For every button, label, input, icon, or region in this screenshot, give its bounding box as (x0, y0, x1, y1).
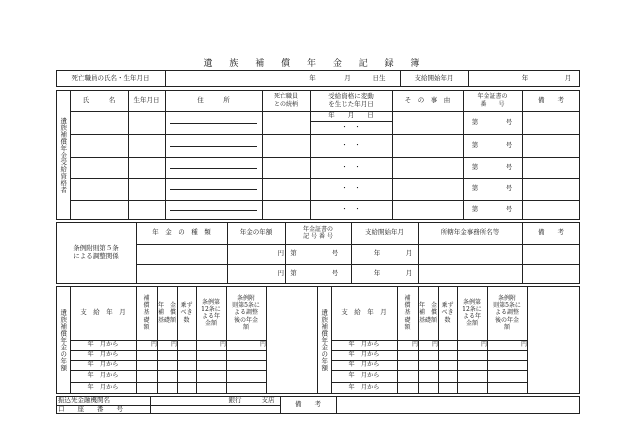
annual-right-yen-base: 円 (411, 341, 418, 349)
change-date-dots-2: ・ ・ (341, 162, 361, 171)
bank-label: 振込先金融機関名 (58, 395, 110, 404)
address-subline-1 (170, 146, 257, 147)
annual-right-side-label: 遺族補償年金の年額 (320, 308, 329, 372)
annual-left-h-pension-base: 年 金 補 償 基礎額 (157, 302, 176, 324)
address-subline-2 (170, 168, 257, 169)
start-divider-b (468, 70, 469, 87)
adjust-month-1: 月 (405, 269, 413, 278)
annual-right-h-art12: 条例第 12条に よる年 金額 (462, 298, 482, 328)
cert-go-1: 号 (505, 140, 513, 149)
eligible-h-change: 受給資格に変動 を生じた年月日 (328, 91, 374, 108)
annual-right-h-period: 支 給 年 月 (341, 308, 387, 317)
adjust-h-remarks: 備 考 (538, 228, 564, 237)
adjust-dai-0: 第 (290, 249, 297, 258)
annual-center-divider (317, 286, 318, 394)
branch-suffix: 支店 (261, 395, 275, 404)
annual-right-h-pension-base: 年 金 補 償 基礎額 (418, 302, 437, 324)
annual-right-period-row-4: 年 月から (348, 384, 380, 392)
cert-go-2: 号 (505, 162, 513, 171)
eligible-h-address: 住 所 (197, 95, 230, 104)
bank-remarks-label-divider (336, 396, 337, 414)
deceased-year: 年 (309, 73, 316, 82)
annual-right-yen-pension-base: 円 (431, 341, 438, 349)
deceased-month: 月 (344, 73, 351, 82)
payment-start-month: 月 (564, 73, 572, 82)
adjust-h-kind: 年 金 の 種 類 (152, 228, 211, 237)
adjust-label: 条例附則第５条 による調整関係 (73, 244, 119, 260)
eligible-h-reason: そ の 事 由 (404, 95, 451, 104)
page-title: 遺 族 補 償 年 金 記 録 簿 (203, 59, 427, 69)
annual-left-yen-base: 円 (150, 341, 157, 349)
adjust-yen-1: 円 (277, 269, 284, 278)
change-date-date-header: 年 月 日 (328, 111, 374, 120)
adjust-row-line (136, 264, 580, 265)
adjust-h-amount: 年金の年額 (239, 228, 273, 237)
change-date-dots-0: ・ ・ (341, 122, 361, 131)
cert-dai-4: 第 (471, 205, 479, 214)
address-subline-3 (170, 189, 257, 190)
annual-left-h-base: 補 償 基 礎 額 (143, 295, 150, 331)
deceased-divider (165, 70, 166, 87)
payment-start-year: 年 (521, 73, 529, 82)
change-date-dots-4: ・ ・ (341, 205, 361, 214)
address-subline-4 (170, 210, 257, 211)
annual-left-period-row-0: 年 月から (87, 341, 119, 349)
adjust-yen-0: 円 (277, 249, 284, 258)
annual-right-period-row-3: 年 月から (348, 372, 380, 380)
adjust-header-line (136, 244, 580, 245)
annual-left-period-row-1: 年 月から (87, 351, 119, 359)
adjust-go-1: 号 (331, 269, 339, 278)
annual-right-period-row-1: 年 月から (348, 351, 380, 359)
deceased-label: 死亡職員の氏名・生年月日 (71, 73, 150, 82)
cert-go-0: 号 (505, 117, 513, 126)
annual-left-period-row-4: 年 月から (87, 384, 119, 392)
cert-dai-0: 第 (471, 117, 479, 126)
eligible-h-remarks: 備 考 (538, 95, 564, 104)
annual-right-h-base: 補 償 基 礎 額 (404, 295, 411, 331)
adjust-h-office: 所轄年金事務所名等 (440, 228, 500, 237)
cert-dai-1: 第 (471, 140, 479, 149)
eligible-h-cert: 年金証書の 番 号 (477, 93, 508, 108)
annual-right-period-row-2: 年 月から (348, 361, 380, 369)
adjust-dai-1: 第 (290, 269, 297, 278)
deceased-day: 日生 (372, 73, 386, 82)
annual-left-h-period: 支 給 年 月 (80, 308, 126, 317)
adjust-year-0: 年 (373, 249, 381, 258)
eligible-h-dob: 生年月日 (133, 95, 160, 104)
annual-left-yen-art5: 円 (259, 341, 266, 349)
annual-right-yen-art5: 円 (520, 341, 527, 349)
bank-suffix: 銀行 (228, 395, 242, 404)
change-date-dots-3: ・ ・ (341, 184, 361, 193)
eligible-h-relation: 死亡職員 との続柄 (273, 93, 298, 108)
eligible-side-label: 遺族補償年金受給資格者 (59, 117, 68, 193)
annual-right-period-row-0: 年 月から (348, 341, 380, 349)
cert-dai-3: 第 (471, 184, 479, 193)
annual-left-h-art12: 条例第 12条に よる年 金額 (201, 298, 221, 328)
annual-left-h-art5: 条例附 則第5条に よる調整 後の年金 額 (232, 295, 260, 331)
annual-left-side-label: 遺族補償年金の年額 (59, 308, 68, 372)
adjust-month-0: 月 (405, 249, 413, 258)
cert-go-3: 号 (505, 184, 513, 193)
adjust-h-cert: 年金証書の 記 号 番 号 (302, 225, 333, 240)
annual-right-yen-art12: 円 (480, 341, 487, 349)
payment-start-label: 支給開始年月 (414, 73, 454, 82)
annual-left-h-multiplier: 乗ず べき 数 (180, 302, 193, 324)
adjust-h-start: 支給開始年月 (365, 228, 404, 237)
annual-left-period-row-3: 年 月から (87, 372, 119, 380)
adjust-go-0: 号 (331, 249, 339, 258)
eligible-h-name: 氏 名 (82, 95, 116, 104)
annual-left-period-row-2: 年 月から (87, 361, 119, 369)
annual-left-yen-art12: 円 (219, 341, 226, 349)
annual-right-h-multiplier: 乗ず べき 数 (441, 302, 454, 324)
account-label: 口 座 番 号 (58, 404, 123, 413)
annual-left-yen-pension-base: 円 (170, 341, 177, 349)
adjust-year-1: 年 (373, 269, 381, 278)
change-date-dots-1: ・ ・ (341, 140, 361, 149)
address-subline-0 (170, 123, 257, 124)
cert-dai-2: 第 (471, 162, 479, 171)
bank-remarks: 備 考 (295, 400, 321, 409)
annual-right-h-art5: 条例附 則第5条に よる調整 後の年金 額 (493, 295, 521, 331)
cert-go-4: 号 (505, 205, 513, 214)
